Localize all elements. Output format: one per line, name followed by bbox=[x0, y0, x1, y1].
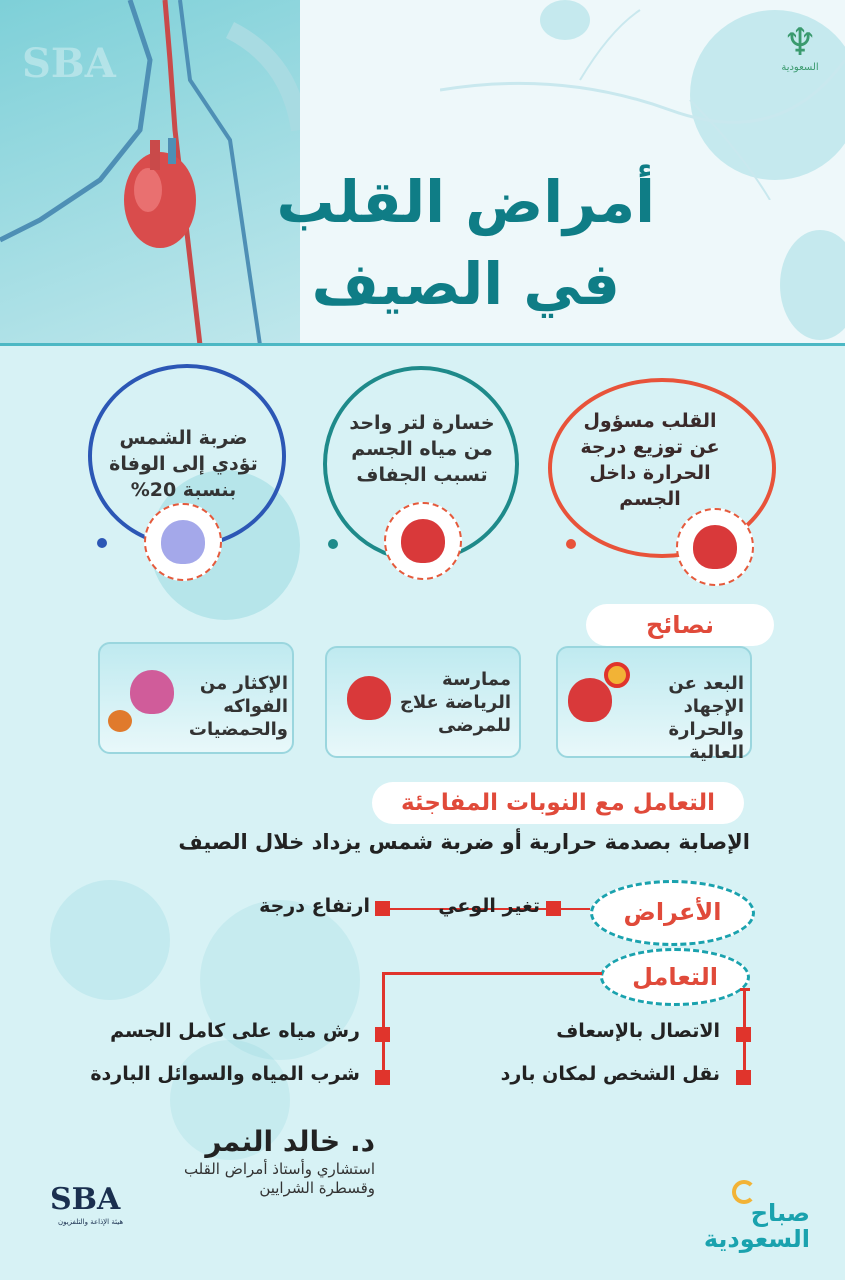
treatment-item: الاتصال بالإسعاف bbox=[556, 1020, 720, 1042]
treatment-item: شرب المياه والسوائل الباردة bbox=[90, 1063, 360, 1085]
symptoms-label: الأعراض bbox=[590, 880, 755, 946]
doctor-name: د. خالد النمر bbox=[205, 1125, 375, 1158]
bullet-square bbox=[546, 901, 561, 916]
symptom-item: ارتفاع درجة bbox=[259, 895, 370, 917]
tip-card-2 bbox=[325, 646, 521, 758]
header-section bbox=[0, 0, 845, 345]
page-title-line2: في الصيف bbox=[311, 250, 620, 318]
fact-character-2 bbox=[384, 502, 462, 580]
tip-text-3: الإكثار من الفواكه والحمضيات bbox=[188, 673, 288, 740]
page-title-line1: أمراض القلب bbox=[276, 168, 655, 236]
treatment-branch-left bbox=[382, 972, 385, 1078]
emergency-subtitle: الإصابة بصدمة حرارية أو ضربة شمس يزداد خلال الصيف bbox=[178, 830, 750, 854]
tip-text-1: البعد عن الإجهاد والحرارة العالية bbox=[668, 673, 744, 763]
treatment-label: التعامل bbox=[600, 948, 750, 1006]
fruit-icon bbox=[108, 710, 132, 732]
treatment-connector bbox=[382, 972, 602, 975]
sba-subtitle: هيئة الإذاعة والتلفزيون bbox=[57, 1218, 124, 1226]
heart-with-fruit-icon bbox=[130, 670, 174, 714]
symptom-item: تغير الوعي bbox=[438, 895, 540, 917]
hot-heart-icon bbox=[693, 525, 737, 569]
decor-bubble bbox=[780, 230, 845, 340]
sba-logo: SBA bbox=[50, 1182, 121, 1217]
fact-character-3 bbox=[144, 503, 222, 581]
watermark-logo: SBA bbox=[22, 40, 116, 87]
tip-card-1 bbox=[556, 646, 752, 763]
emergency-heading: التعامل مع النوبات المفاجئة bbox=[372, 782, 744, 824]
decor-bubble bbox=[50, 880, 170, 1000]
header-divider bbox=[0, 343, 845, 346]
anatomical-heart-icon bbox=[124, 138, 196, 248]
treatment-item: رش مياه على كامل الجسم bbox=[110, 1020, 360, 1042]
sabah-logo: صباح السعودية bbox=[703, 1199, 810, 1253]
exercising-heart-icon bbox=[347, 676, 391, 720]
ring-dot bbox=[97, 538, 107, 548]
fainted-heart-icon bbox=[161, 520, 205, 564]
fact-character-1 bbox=[676, 508, 754, 586]
bullet-square bbox=[375, 1070, 390, 1085]
tired-heart-icon bbox=[401, 519, 445, 563]
bullet-square bbox=[375, 901, 390, 916]
tip-text-2: ممارسة الرياضة علاج للمرضى bbox=[399, 669, 511, 736]
bullet-square bbox=[736, 1070, 751, 1085]
saudi-emblem bbox=[770, 22, 830, 92]
palm-swords-icon: ♆ bbox=[782, 20, 818, 64]
ring-dot bbox=[566, 539, 576, 549]
fact-text-3: ضربة الشمس تؤدي إلى الوفاة بنسبة 20% bbox=[109, 427, 258, 501]
doctor-role: استشاري وأستاذ أمراض القلب وقسطرة الشرايين bbox=[183, 1160, 375, 1197]
tips-heading: نصائح bbox=[586, 604, 774, 646]
heart-character-icon bbox=[568, 678, 612, 722]
treatment-item: نقل الشخص لمكان بارد bbox=[500, 1063, 720, 1085]
fact-text-2: خسارة لتر واحد من مياه الجسم تسبب الجفاف bbox=[349, 412, 495, 486]
bullet-square bbox=[375, 1027, 390, 1042]
treatment-branch-cap bbox=[740, 988, 750, 991]
tip-card-3 bbox=[98, 642, 294, 754]
fact-text-1: القلب مسؤول عن توزيع درجة الحرارة داخل الجسم bbox=[580, 410, 720, 510]
bullet-square bbox=[736, 1027, 751, 1042]
emblem-label: السعودية bbox=[781, 62, 819, 73]
ring-dot bbox=[328, 539, 338, 549]
